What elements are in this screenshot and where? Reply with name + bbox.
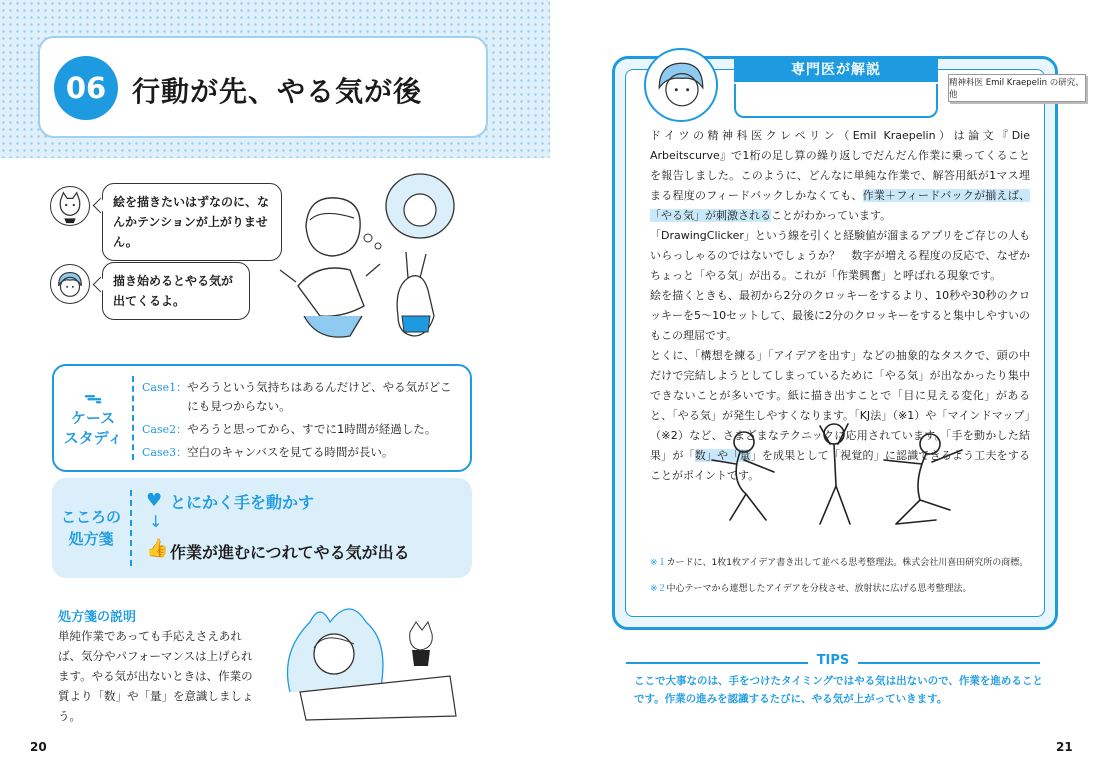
case-list	[142, 378, 462, 466]
explanation-body: 単純作業であっても手応えさえあれば、気分やパフォーマンスは上げられます。やる気が出ないときは、作業の質より「数」や「量」を意識しましょう。	[58, 629, 254, 723]
prescription-result: 作業が進むにつれてやる気が出る	[170, 543, 410, 562]
tornado-icon: ᯓ	[84, 387, 102, 408]
girl-avatar-icon	[50, 264, 90, 304]
footnote-1: ※１カードに、1枚1枚アイデア書き出して並べる思考整理法。株式会社川喜田研究所の商標。	[650, 558, 1029, 568]
cat-avatar-icon	[50, 186, 90, 226]
article-paragraph: ドイツの精神科医クレペリン（Emil Kraepelin）は論文『Die Arbeitscurve』で1桁の足し算の繰り返しでだんだん作業に乗ってくることを報告しました。このように、どんなに単純な作業で、解答用紙が1マス埋まる程度のフィードバックしかなくても、作業＋フィードバックが揃えば、「やる気」が刺激されることがわかっています。	[650, 129, 1030, 222]
page-number-right: 21	[1056, 740, 1073, 754]
expert-banner: 専門医が解説	[734, 56, 938, 82]
case-item: Case1： やろうという気持ちはあるんだけど、やる気がどこにも見つからない。	[142, 380, 452, 413]
chapter-number-badge: 06	[54, 56, 118, 120]
case-item: Case2： やろうと思ってから、すでに1時間が経過した。	[142, 422, 437, 436]
expert-avatar-icon	[644, 48, 718, 122]
case-study-label: ᯓ ケース スタディ	[63, 387, 123, 447]
thumbs-up-icon: 👍	[146, 538, 169, 559]
speech-bubble-answer: 描き始めるとやる気が出てくるよ。	[102, 262, 250, 320]
gesture-figures-illustration	[700, 420, 990, 540]
article-paragraph: とくに、「構想を練る」「アイデアを出す」などの抽象的なタスクで、頭の中だけで完結しようとしてしまっているために「やる気」が出なかったり集中できないことが多いです。紙に描き出すことで「目に見える変化」があると、「やる気」が発生しやすくなります。「KJ法」（※1）や「マインドマップ」（※2）など、さまざまなテクニックに応用されています。「手を動かした結果」が「数」や「量」を成果として「視覚的」に認識できるよう工夫をすることがポイントです。	[650, 349, 1031, 482]
tips-label: TIPS	[808, 653, 858, 668]
explanation-title: 処方箋の説明	[58, 610, 137, 625]
banner-underlay	[734, 84, 938, 118]
reference-tag: 精神科医 Emil Kraepelin の研究、他	[948, 74, 1086, 102]
arrow-down-icon: ↓	[149, 512, 163, 531]
article-paragraph: 絵を描くときも、最初から2分のクロッキーをするより、10秒や30秒のクロッキーを5〜10セットして、最後に2分のクロッキーをすると集中しやすいのもこの理屈です。	[650, 289, 1030, 342]
prescription-action: とにかく手を動かす	[170, 493, 315, 512]
dashed-divider	[132, 376, 134, 460]
chapter-title-card	[38, 36, 488, 138]
dashed-divider	[130, 490, 132, 566]
speech-bubble-question: 絵を描きたいはずなのに、なんかテンションが上がりません。	[102, 183, 282, 261]
prescription-label: こころの 処方箋	[60, 508, 121, 548]
heart-icon: ♥	[146, 490, 163, 511]
chapter-title: 行動が先、やる気が後	[132, 75, 423, 108]
girl-thinking-illustration	[258, 166, 468, 356]
case-study-box	[52, 364, 472, 472]
case-item: Case3： 空白のキャンバスを見てる時間が長い。	[142, 445, 394, 459]
tips-body: ここで大事なのは、手をつけたタイミングではやる気は出ないので、作業を進めることです。作業の進みを認識するたびに、やる気が上がっていきます。	[634, 675, 1043, 705]
article-paragraph: 「DrawingClicker」という線を引くと経験値が溜まるアプリをご存じの人もいらっしゃるのではないでしょうか？ 数字が増える程度の反応で、なぜかちょっと「やる気」が出る。これが「作業興奮」と呼ばれる現象です。	[650, 229, 1030, 282]
page-number-left: 20	[30, 740, 47, 754]
girl-drawing-illustration	[270, 592, 470, 722]
prescription-box	[52, 478, 472, 578]
footnote-2: ※２中心テーマから連想したアイデアを分枝させ、放射状に広げる思考整理法。	[650, 584, 972, 594]
